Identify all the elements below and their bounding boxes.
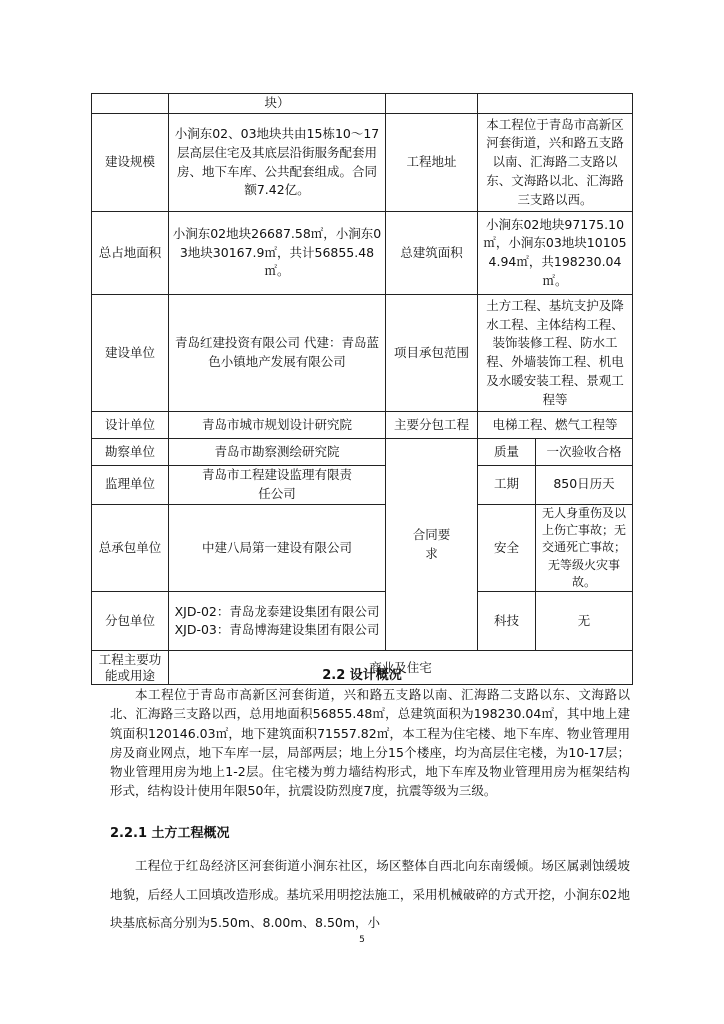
table-cell: 小涧东02、03地块共由15栋10～17层高层住宅及其底层沿街服务配套用房、地下车库、公共配套组成。合同额7.42亿。 <box>169 114 386 212</box>
contract-requirements-label: 合同要求 <box>386 439 478 651</box>
table-row <box>92 439 633 466</box>
table-cell: 中建八局第一建设有限公司 <box>169 504 386 592</box>
table-row <box>92 295 633 412</box>
table-cell: 青岛市工程建设监理有限责任公司 <box>169 466 386 505</box>
table-cell: 块） <box>169 94 386 114</box>
table-cell: 青岛红建投资有限公司 代建：青岛蓝色小镇地产发展有限公司 <box>169 295 386 412</box>
table-cell: 商业及住宅 <box>169 651 633 685</box>
row-label: 总承包单位 <box>92 504 169 592</box>
row-label: 建设规模 <box>92 114 169 212</box>
row-label: 总占地面积 <box>92 212 169 295</box>
row-label: 设计单位 <box>92 412 169 439</box>
table-cell: 青岛市勘察测绘研究院 <box>169 439 386 466</box>
row-label: 主要分包工程 <box>386 412 478 439</box>
row-label: 分包单位 <box>92 592 169 651</box>
table-cell: 土方工程、基坑支护及降水工程、主体结构工程、装饰装修工程、防水工程、外墙装饰工程、机电及水暖安装工程、景观工程等 <box>478 295 633 412</box>
subsection-title: 2.2.1 土方工程概况 <box>110 826 230 841</box>
earthwork-paragraph: 工程位于红岛经济区河套街道小涧东社区，场区整体自西北向东南缓倾。场区属剥蚀缓坡地貌，后经人工回填改造形成。基坑采用明挖法施工，采用机械破碎的方式开挖，小涧东02地块基底标高分别为5.50m、8.00m、8.50m，小 <box>110 858 630 930</box>
row-label: 工程地址 <box>386 114 478 212</box>
row-label: 勘察单位 <box>92 439 169 466</box>
table-cell: 无人身重伤及以上伤亡事故；无交通死亡事故；无等级火灾事故。 <box>536 504 633 592</box>
row-label: 工期 <box>478 466 536 505</box>
row-label: 安全 <box>478 504 536 592</box>
table-row <box>92 504 633 592</box>
row-label: 科技 <box>478 592 536 651</box>
table-row <box>92 212 633 295</box>
table-row <box>92 114 633 212</box>
table-cell: 小涧东02地块26687.58㎡，小涧东03地块30167.9㎡，共计56855.48㎡。 <box>169 212 386 295</box>
row-label: 监理单位 <box>92 466 169 505</box>
table-cell: 本工程位于青岛市高新区河套街道，兴和路五支路以南、汇海路二支路以东、文海路以北、汇海路三支路以西。 <box>478 114 633 212</box>
design-overview-paragraph: 本工程位于青岛市高新区河套街道，兴和路五支路以南、汇海路二支路以东、文海路以北、汇海路三支路以西，总用地面积56855.48㎡，总建筑面积为198230.04㎡，其中地上建筑面积120146.03㎡，地下建筑面积71557.82㎡，本工程为住宅楼、地下车库、物业管理用房及商业网点，地下车库一层，局部两层；地上分15个楼座，均为高层住宅楼，为10-17层；物业管理用房为地上1-2层。住宅楼为剪力墙结构形式，地下车库及物业管理用房为框架结构形式，结构设计使用年限50年，抗震设防烈度7度，抗震等级为三级。 <box>110 687 630 799</box>
row-label: 质量 <box>478 439 536 466</box>
table-row <box>92 466 633 505</box>
table-cell: 一次验收合格 <box>536 439 633 466</box>
table-cell: 850日历天 <box>536 466 633 505</box>
section-title: 2.2 设计概况 <box>322 668 402 683</box>
table-cell: XJD-02：青岛龙泰建设集团有限公司XJD-03：青岛博海建设集团有限公司 <box>169 592 386 651</box>
table-cell: 电梯工程、燃气工程等 <box>478 412 633 439</box>
page-number: 5 <box>359 935 365 945</box>
table-cell: 小涧东02地块97175.10㎡，小涧东03地块101054.94㎡，共198230.04㎡。 <box>478 212 633 295</box>
table-cell: 青岛市城市规划设计研究院 <box>169 412 386 439</box>
row-label: 总建筑面积 <box>386 212 478 295</box>
row-label: 项目承包范围 <box>386 295 478 412</box>
table-row <box>92 412 633 439</box>
table-row <box>92 94 633 114</box>
row-label: 工程主要功能或用途 <box>92 651 169 685</box>
project-info-table <box>91 93 633 685</box>
table-cell: 无 <box>536 592 633 651</box>
row-label: 建设单位 <box>92 295 169 412</box>
table-row <box>92 592 633 651</box>
